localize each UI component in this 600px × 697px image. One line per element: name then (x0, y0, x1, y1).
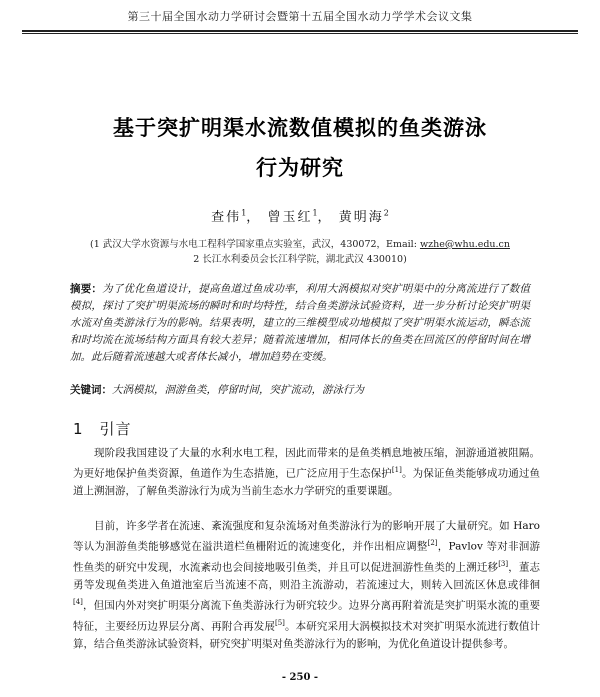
citation-ref: [3] (498, 560, 509, 569)
author-affiliation-mark: 1 (312, 208, 318, 218)
author-name: 查伟 (211, 210, 242, 225)
body-paragraph-2 (73, 518, 540, 653)
paragraph-text: ，Pavlov 等对非洄游性鱼类的研究中发现，水流紊动也会间接地吸引鱼类，并且可以促进洄游性鱼类的上溯迁移 (73, 540, 541, 574)
body-paragraph-1 (73, 445, 540, 500)
section-number: 1 (73, 420, 84, 438)
author-name: 曾玉红 (267, 210, 313, 225)
abstract-text: 为了优化鱼道设计，提高鱼道过鱼成功率，利用大涡模拟对突扩明渠中的分离流进行了数值模拟，探讨了突扩明渠流场的瞬时和时均特性，结合鱼类游泳试验资料，进一步分析讨论突扩明渠水流对鱼类游泳行为的影响。结果表明，建立的三维模型成功地模拟了突扩明渠水流运动，瞬态流和时均流在流场结构方面具有较大差异；随着流速增加，相同体长的鱼类在回流区的停留时间在增加。此后随着流速越大或者体长减小，增加趋势在变缓。 (70, 283, 531, 363)
citation-ref: [2] (427, 539, 438, 548)
section-heading (73, 418, 132, 439)
affiliation-1 (30, 236, 570, 250)
paragraph-text: ，董志勇等发现鱼类进入鱼道池室后当流速不高，则沿主流游动，若流速过大，则转入回流区休息或徘徊 (73, 561, 540, 591)
author-separator: ， (246, 210, 262, 225)
paper-title-line1: 基于突扩明渠水流数值模拟的鱼类游泳 (113, 116, 487, 140)
author-name: 黄明海 (338, 210, 384, 225)
keywords-label: 关键词： (70, 384, 112, 396)
keywords (70, 382, 530, 398)
paragraph-text: 目前，许多学者在流速、紊流强度和复杂流场对鱼类游泳行为的影响开展了大量研究。如 Haro 等认为洄游鱼类能够感觉在溢洪道栏鱼栅附近的流速变化，并作出相应调整 (73, 520, 540, 553)
paragraph-text: 。本研究采用大涡模拟技术对突扩明渠水流进行数值计算，结合鱼类游泳试验资料，研究突扩明渠对鱼类游泳行为的影响，为优化鱼道设计提供参考。 (73, 620, 541, 650)
author-affiliation-mark: 2 (383, 208, 389, 218)
email-link[interactable]: wzhe@whu.edu.cn (419, 239, 510, 250)
abstract (70, 281, 530, 366)
paragraph-text: ，但国内外对突扩明渠分离流下鱼类游泳行为研究较少。边界分离再附着流是突扩明渠水流的重要特征，主要经历边界层分离、再附合再发展 (73, 599, 540, 633)
citation-ref: [5] (274, 618, 285, 627)
header-rule (22, 30, 578, 32)
abstract-label: 摘要： (70, 283, 103, 295)
author-affiliation-mark: 1 (241, 208, 247, 218)
section-title: 引言 (99, 420, 132, 438)
citation-ref: [4] (73, 598, 83, 607)
header-rule-thin (22, 33, 578, 34)
running-header: 第三十届全国水动力学研讨会暨第十五届全国水动力学学术会议文集 (127, 10, 473, 23)
paper-title-line2: 行为研究 (256, 156, 344, 180)
affiliation-2: 2 长江水利委员会长江科学院，湖北武汉 430010) (193, 254, 407, 265)
keywords-text: 大涡模拟，洄游鱼类，停留时间，突扩流动，游泳行为 (112, 384, 364, 396)
citation-ref: [1] (391, 466, 402, 475)
affiliation-1-text: (1 武汉大学水资源与水电工程科学国家重点实验室，武汉，430072，Email: (90, 239, 420, 250)
author-separator: ， (317, 210, 333, 225)
author-list (0, 206, 600, 225)
paragraph-text: 现阶段我国建设了大量的水利水电工程，因此而带来的是鱼类栖息地被压缩，洄游通道被阻隔。为更好地保护鱼类资源，鱼道作为生态措施，已广泛应用于生态保护 (73, 447, 540, 480)
paragraph-text: 。为保证鱼类能够成功通过鱼道上溯洄游，了解鱼类游泳行为成为当前生态水力学研究的重要课题。 (73, 467, 540, 498)
page-number: - 250 - (281, 672, 319, 683)
